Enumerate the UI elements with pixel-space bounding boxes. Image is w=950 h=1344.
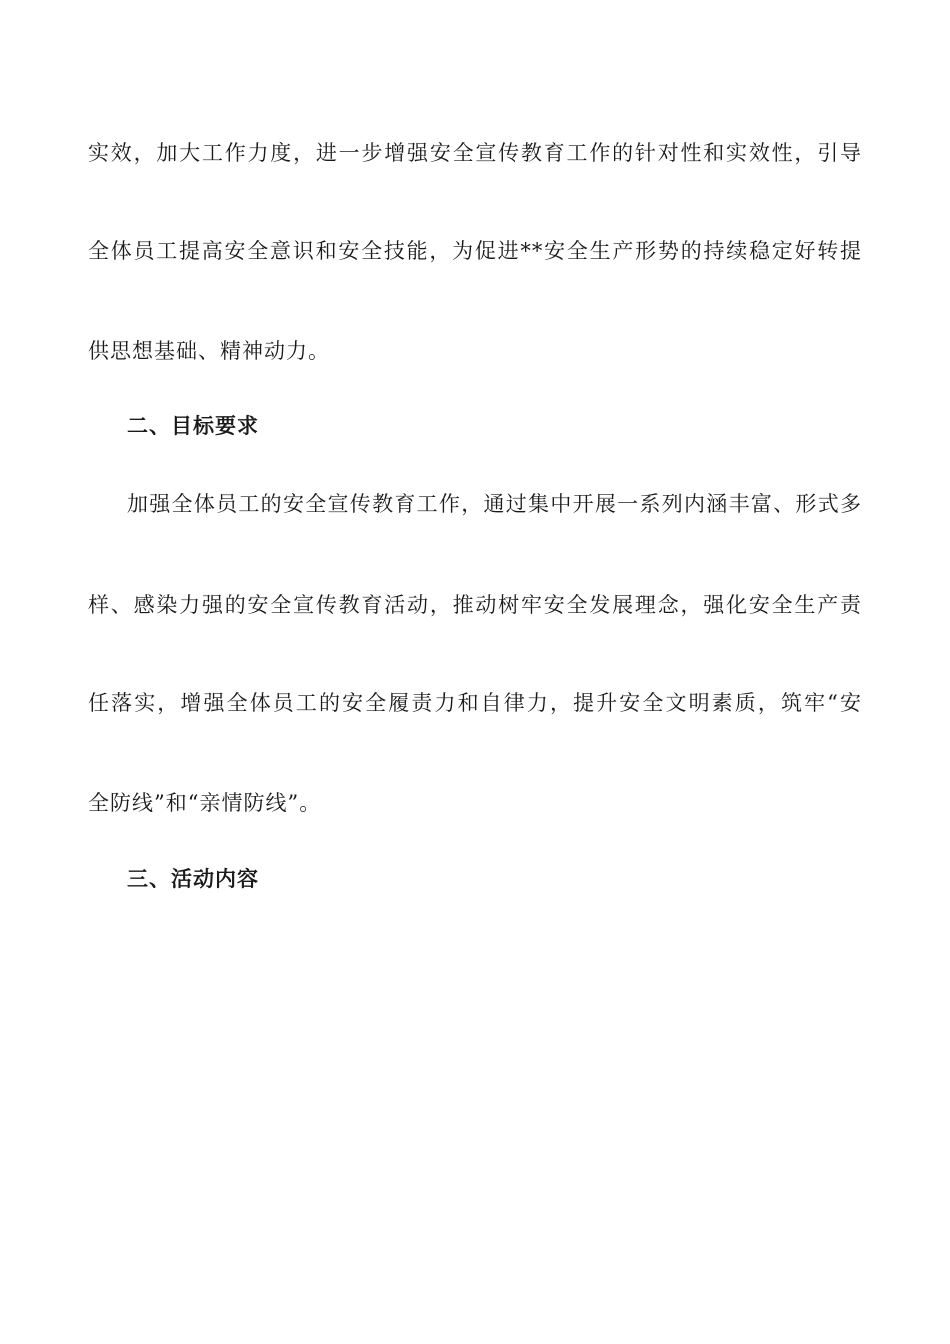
- paragraph-2-line-1: 加强全体员工的安全宣传教育工作，通过集中开展一系列内涵丰富、形式多: [127, 492, 862, 516]
- paragraph-1-line-2: 全体员工提高安全意识和安全技能，为促进**安全生产形势的持续稳定好转提: [88, 239, 862, 263]
- paragraph-2-line-4: 全防线”和“亲情防线”。: [88, 791, 322, 815]
- paragraph-2-line-2: 样、感染力强的安全宣传教育活动，推动树牢安全发展理念，强化安全生产责: [88, 593, 862, 617]
- paragraph-2-line-3: 任落实，增强全体员工的安全履责力和自律力，提升安全文明素质，筑牢“安: [88, 691, 862, 715]
- paragraph-1-line-1: 实效，加大工作力度，进一步增强安全宣传教育工作的针对性和实效性，引导: [88, 141, 862, 165]
- paragraph-1-line-3: 供思想基础、精神动力。: [88, 339, 330, 363]
- section-heading-activities: 三、活动内容: [127, 867, 259, 891]
- section-heading-goals: 二、目标要求: [127, 414, 259, 438]
